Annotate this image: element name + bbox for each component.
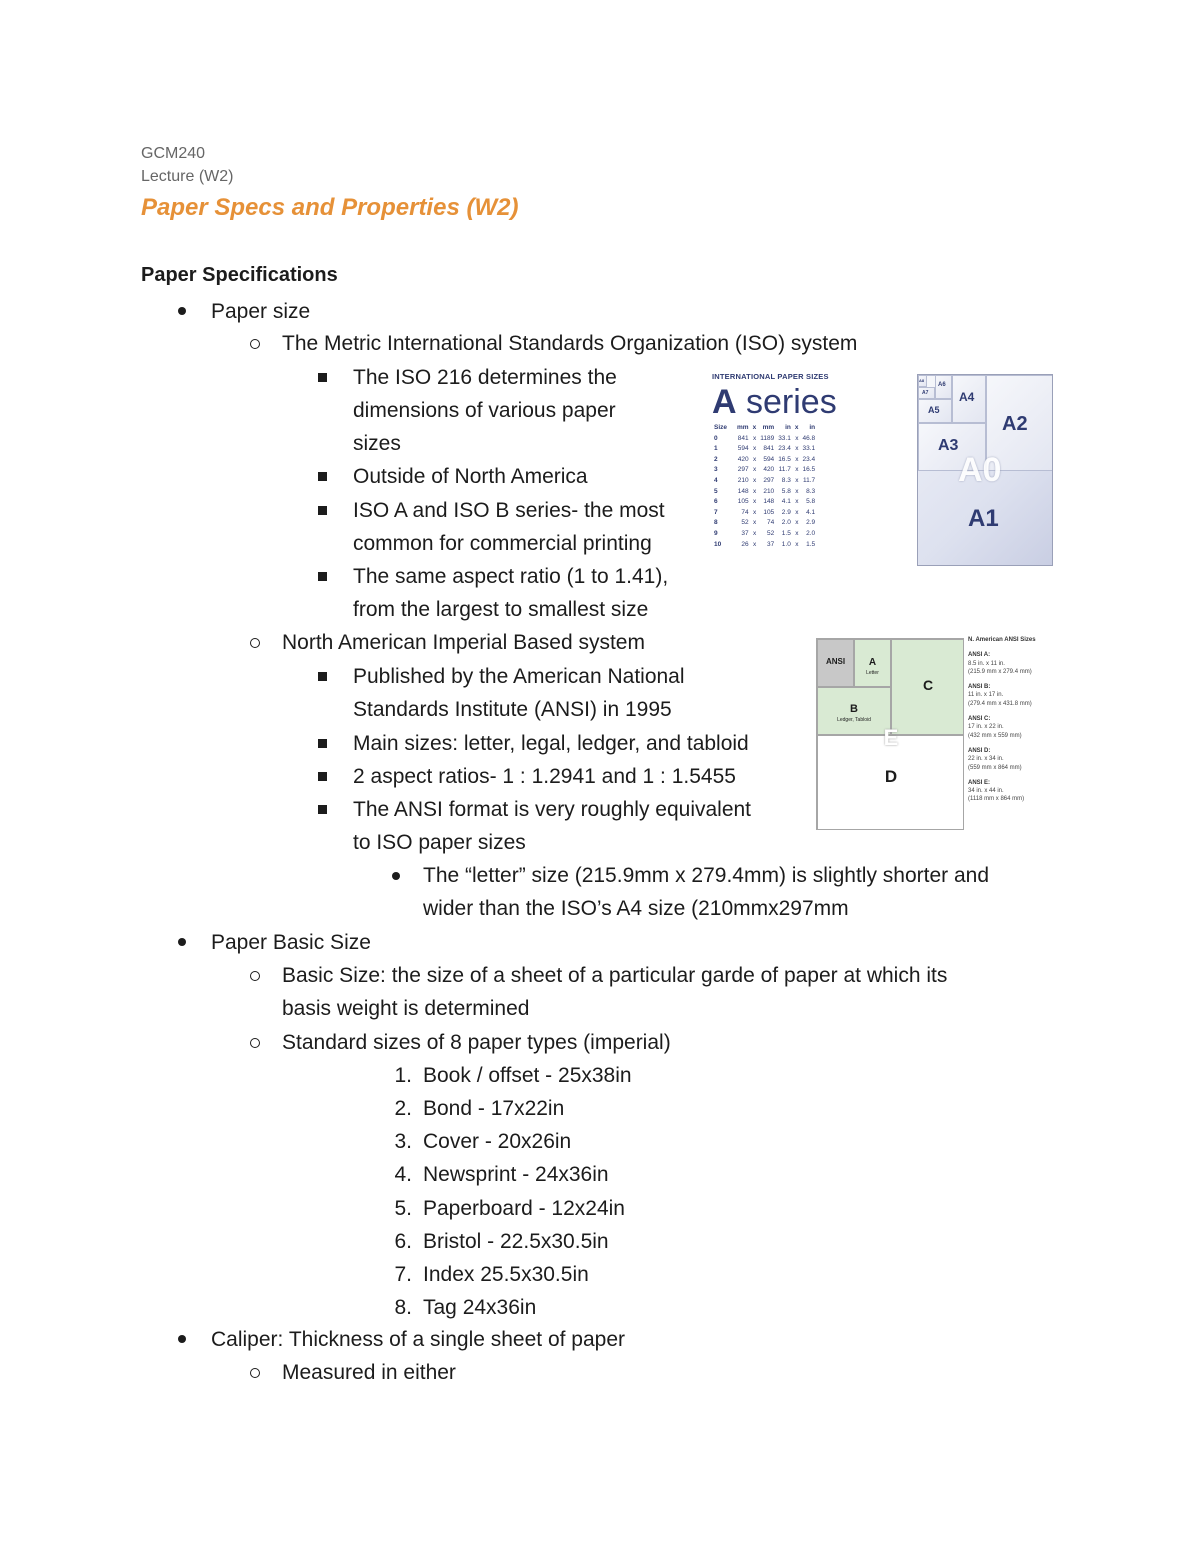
table-cell: 105 xyxy=(763,508,775,516)
table-row xyxy=(712,444,817,455)
ansi-legend-name: ANSI E: xyxy=(968,779,991,786)
ansi-legend-in: 22 in. x 34 in. xyxy=(968,756,1004,763)
table-cell: 7 xyxy=(714,508,718,516)
table-row xyxy=(712,497,817,508)
list-item-paper-size: Paper size xyxy=(211,300,311,323)
bullet-dot-icon xyxy=(178,307,186,315)
table-cell: 105 xyxy=(737,498,749,506)
table-cell: 148 xyxy=(763,498,775,506)
list-item: Paperboard - 12x24in xyxy=(423,1196,625,1220)
table-cell: 52 xyxy=(766,529,775,537)
table-cell: x xyxy=(794,424,799,431)
list-number: 3. xyxy=(394,1130,412,1154)
bullet-circle-icon xyxy=(250,1368,260,1378)
table-cell: in xyxy=(809,424,816,431)
label-a: A xyxy=(868,657,877,668)
figure-heading xyxy=(712,385,882,419)
bullet-square-icon xyxy=(318,572,327,581)
list-item: Bond - 17x22in xyxy=(423,1097,565,1121)
ansi-legend-entry xyxy=(968,683,1058,708)
table-cell: 3 xyxy=(714,466,718,474)
ansi-legend-in: 34 in. x 44 in. xyxy=(968,788,1004,795)
table-cell: x xyxy=(795,508,799,516)
table-cell: 1.5 xyxy=(781,529,791,537)
figure-heading-letter: A xyxy=(712,383,737,421)
list-item-na-system: North American Imperial Based system xyxy=(282,631,645,654)
bullet-square-icon xyxy=(318,739,327,748)
ansi-legend-name: ANSI A: xyxy=(968,652,991,659)
bullet-dot-icon xyxy=(178,938,186,946)
list-item: Outside of North America xyxy=(353,465,588,488)
ansi-legend-entry xyxy=(968,651,1058,676)
table-cell: 6 xyxy=(714,498,718,506)
ansi-size-diagram xyxy=(816,638,964,830)
table-cell: 4.1 xyxy=(781,498,791,506)
table-cell: in xyxy=(785,424,791,431)
figure-caption: INTERNATIONAL PAPER SIZES xyxy=(712,372,829,381)
list-item: Standards Institute (ANSI) in 1995 xyxy=(353,698,672,721)
table-cell: x xyxy=(752,466,757,474)
list-number: 4. xyxy=(394,1163,412,1187)
list-item: ISO A and ISO B series- the most xyxy=(353,499,665,522)
table-cell: 841 xyxy=(737,434,749,442)
table-row xyxy=(712,540,817,551)
label-e: E xyxy=(883,725,899,750)
list-item-measured: Measured in either xyxy=(282,1361,456,1384)
list-item: Book / offset - 25x38in xyxy=(423,1064,632,1087)
table-cell: x xyxy=(752,476,757,484)
table-cell: x xyxy=(752,455,757,463)
list-item: from the largest to smallest size xyxy=(353,598,649,621)
label-a3: A3 xyxy=(938,437,959,454)
table-cell: 37 xyxy=(766,540,775,548)
table-cell: 16.5 xyxy=(802,466,816,474)
label-b: B xyxy=(850,703,858,715)
list-item: Cover - 20x26in xyxy=(423,1130,572,1154)
list-item: Newsprint - 24x36in xyxy=(423,1163,609,1187)
label-a2: A2 xyxy=(1002,413,1028,435)
table-cell: 297 xyxy=(737,466,749,474)
bullet-square-icon xyxy=(318,672,327,681)
a-series-figure xyxy=(712,372,882,572)
bullet-circle-icon xyxy=(250,1038,260,1048)
table-row xyxy=(712,434,817,445)
table-cell: x xyxy=(752,434,757,442)
table-cell: 33.1 xyxy=(778,434,791,442)
list-number: 5. xyxy=(394,1196,412,1220)
table-cell: 4.1 xyxy=(806,508,816,516)
table-cell: 297 xyxy=(763,476,775,484)
table-cell: x xyxy=(752,498,757,506)
table-cell: 210 xyxy=(763,487,775,495)
list-number: 8. xyxy=(394,1296,412,1320)
table-cell: 2.9 xyxy=(781,508,791,516)
label-c: C xyxy=(922,677,934,693)
list-item: Bristol - 22.5x30.5in xyxy=(423,1229,609,1253)
table-cell: 23.4 xyxy=(778,445,791,453)
list-item: The ISO 216 determines the xyxy=(353,366,617,389)
table-cell: 2 xyxy=(714,455,718,463)
table-header-row xyxy=(712,423,817,434)
table-cell: x xyxy=(795,455,799,463)
list-item: The ANSI format is very roughly equivalent xyxy=(353,798,752,821)
table-cell: 420 xyxy=(763,466,775,474)
list-number: 6. xyxy=(394,1229,412,1253)
table-cell: x xyxy=(752,445,757,453)
list-number: 7. xyxy=(394,1262,412,1286)
list-item: Index 25.5x30.5in xyxy=(423,1262,589,1286)
table-cell: 5 xyxy=(714,487,718,495)
table-row xyxy=(712,508,817,519)
list-item: common for commercial printing xyxy=(353,532,652,555)
ansi-legend-mm: (432 mm x 559 mm) xyxy=(968,732,1022,739)
bullet-circle-icon xyxy=(250,638,260,648)
list-item: Main sizes: letter, legal, ledger, and tabloid xyxy=(353,732,749,755)
figure-heading-word: series xyxy=(746,383,837,421)
table-cell: 52 xyxy=(741,519,749,527)
ansi-legend-name: ANSI B: xyxy=(968,684,991,691)
table-cell: 1 xyxy=(714,445,718,453)
table-row xyxy=(712,465,817,476)
ansi-legend-entry xyxy=(968,779,1058,804)
list-item-letter-note: The “letter” size (215.9mm x 279.4mm) is slightly shorter and xyxy=(423,864,990,887)
table-row xyxy=(712,476,817,487)
table-cell: 2.9 xyxy=(806,519,816,527)
table-cell: 11.7 xyxy=(802,476,816,484)
label-a7: A7 xyxy=(922,390,929,396)
bullet-dot-icon xyxy=(392,872,400,880)
table-cell: 1189 xyxy=(760,434,775,442)
list-number: 1. xyxy=(394,1064,412,1087)
list-item: sizes xyxy=(353,432,401,455)
table-cell: 5.8 xyxy=(781,487,791,495)
a-series-table xyxy=(712,423,817,550)
table-cell: mm xyxy=(737,424,749,431)
table-cell: 33.1 xyxy=(802,445,816,453)
ansi-legend-in: 17 in. x 22 in. xyxy=(968,724,1004,731)
table-cell: x xyxy=(795,540,799,548)
list-item: dimensions of various paper xyxy=(353,399,616,422)
table-cell: x xyxy=(795,466,799,474)
list-item: Published by the American National xyxy=(353,665,685,688)
table-cell: x xyxy=(752,519,757,527)
list-item-basic-def: Basic Size: the size of a sheet of a particular garde of paper at which its xyxy=(282,964,948,987)
a-series-size-diagram xyxy=(917,374,1053,566)
ansi-legend-entry xyxy=(968,747,1058,772)
bullet-circle-icon xyxy=(250,971,260,981)
table-cell: x xyxy=(752,508,757,516)
table-cell: 2.0 xyxy=(781,519,791,527)
table-cell: Size xyxy=(714,424,728,431)
table-cell: x xyxy=(795,445,799,453)
list-item-letter-note-cont: wider than the ISO’s A4 size (210mmx297mm xyxy=(423,897,849,920)
ansi-legend-name: ANSI C: xyxy=(968,716,991,723)
table-cell: 37 xyxy=(741,529,749,537)
table-cell: 10 xyxy=(714,540,722,548)
table-cell: x xyxy=(752,529,757,537)
table-cell: 8.3 xyxy=(806,487,816,495)
table-cell: x xyxy=(795,498,799,506)
table-row xyxy=(712,518,817,529)
table-cell: 9 xyxy=(714,529,718,537)
table-cell: 420 xyxy=(737,455,749,463)
list-item: 2 aspect ratios- 1 : 1.2941 and 1 : 1.5455 xyxy=(353,765,736,788)
label-a0: A0 xyxy=(958,451,1002,489)
label-a5: A5 xyxy=(928,405,940,415)
list-item-basic-def-cont: basis weight is determined xyxy=(282,997,530,1020)
table-cell: x xyxy=(752,540,757,548)
section-heading: Paper Specifications xyxy=(141,264,338,286)
list-number: 2. xyxy=(394,1097,412,1121)
course-code: GCM240 xyxy=(141,145,206,162)
table-cell: x xyxy=(752,424,757,431)
table-cell: 8 xyxy=(714,519,718,527)
label-ansi: ANSI xyxy=(825,657,846,666)
table-cell: 8.3 xyxy=(781,476,791,484)
page-title: Paper Specs and Properties (W2) xyxy=(141,194,519,221)
table-row xyxy=(712,529,817,540)
table-cell: 74 xyxy=(766,519,775,527)
ansi-legend-in: 8.5 in. x 11 in. xyxy=(968,660,1005,667)
table-row xyxy=(712,487,817,498)
label-a4: A4 xyxy=(959,390,975,404)
list-item-iso-system: The Metric International Standards Organization (ISO) system xyxy=(282,332,858,355)
ansi-legend-entry xyxy=(968,715,1058,740)
label-a1: A1 xyxy=(968,505,999,532)
table-cell: 0 xyxy=(714,434,718,442)
table-cell: 1.5 xyxy=(806,540,816,548)
table-cell: 594 xyxy=(737,445,749,453)
bullet-dot-icon xyxy=(178,1335,186,1343)
table-cell: 841 xyxy=(763,445,775,453)
table-cell: 74 xyxy=(741,508,749,516)
label-d: D xyxy=(884,767,898,786)
table-cell: x xyxy=(795,476,799,484)
table-row xyxy=(712,455,817,466)
bullet-square-icon xyxy=(318,472,327,481)
ansi-legend-mm: (559 mm x 864 mm) xyxy=(968,764,1022,771)
lecture-label: Lecture (W2) xyxy=(141,168,234,185)
table-cell: x xyxy=(795,519,799,527)
label-a6: A6 xyxy=(938,382,946,388)
table-cell: 46.8 xyxy=(802,434,816,442)
table-cell: 23.4 xyxy=(802,455,816,463)
table-cell: 210 xyxy=(737,476,749,484)
table-cell: 594 xyxy=(763,455,775,463)
table-cell: x xyxy=(795,487,799,495)
table-cell: 4 xyxy=(714,476,718,484)
bullet-square-icon xyxy=(318,772,327,781)
ansi-legend-heading: N. American ANSI Sizes xyxy=(968,637,1036,643)
ansi-legend-mm: (279.4 mm x 431.8 mm) xyxy=(968,700,1032,707)
list-item-caliper: Caliper: Thickness of a single sheet of paper xyxy=(211,1328,626,1351)
table-cell: 148 xyxy=(737,487,749,495)
table-cell: x xyxy=(795,529,799,537)
list-item-basic-size: Paper Basic Size xyxy=(211,931,371,954)
list-item: to ISO paper sizes xyxy=(353,831,526,854)
table-cell: 1.0 xyxy=(781,540,791,548)
bullet-square-icon xyxy=(318,805,327,814)
list-item: Tag 24x36in xyxy=(423,1296,537,1320)
bullet-square-icon xyxy=(318,506,327,515)
table-cell: 16.5 xyxy=(778,455,791,463)
list-item-standard-sizes: Standard sizes of 8 paper types (imperial) xyxy=(282,1031,671,1054)
bullet-square-icon xyxy=(318,373,327,382)
ansi-legend-mm: (1118 mm x 864 mm) xyxy=(968,796,1025,803)
ansi-legend-in: 11 in. x 17 in. xyxy=(968,692,1004,699)
ansi-size-legend xyxy=(968,636,1058,804)
label-b-sub: Ledger, Tabloid xyxy=(837,717,871,723)
table-cell: x xyxy=(795,434,799,442)
table-cell: 26 xyxy=(741,540,749,548)
bullet-circle-icon xyxy=(250,339,260,349)
table-cell: 5.8 xyxy=(806,498,816,506)
ansi-legend-name: ANSI D: xyxy=(968,747,991,754)
table-cell: 2.0 xyxy=(806,529,816,537)
list-item: The same aspect ratio (1 to 1.41), xyxy=(353,565,669,588)
label-a-sub: Letter xyxy=(866,670,879,676)
ansi-legend-mm: (215.9 mm x 279.4 mm) xyxy=(968,668,1032,675)
label-a8: A8 xyxy=(919,378,925,383)
table-cell: mm xyxy=(762,424,775,431)
table-cell: x xyxy=(752,487,757,495)
table-cell: 11.7 xyxy=(778,466,791,474)
